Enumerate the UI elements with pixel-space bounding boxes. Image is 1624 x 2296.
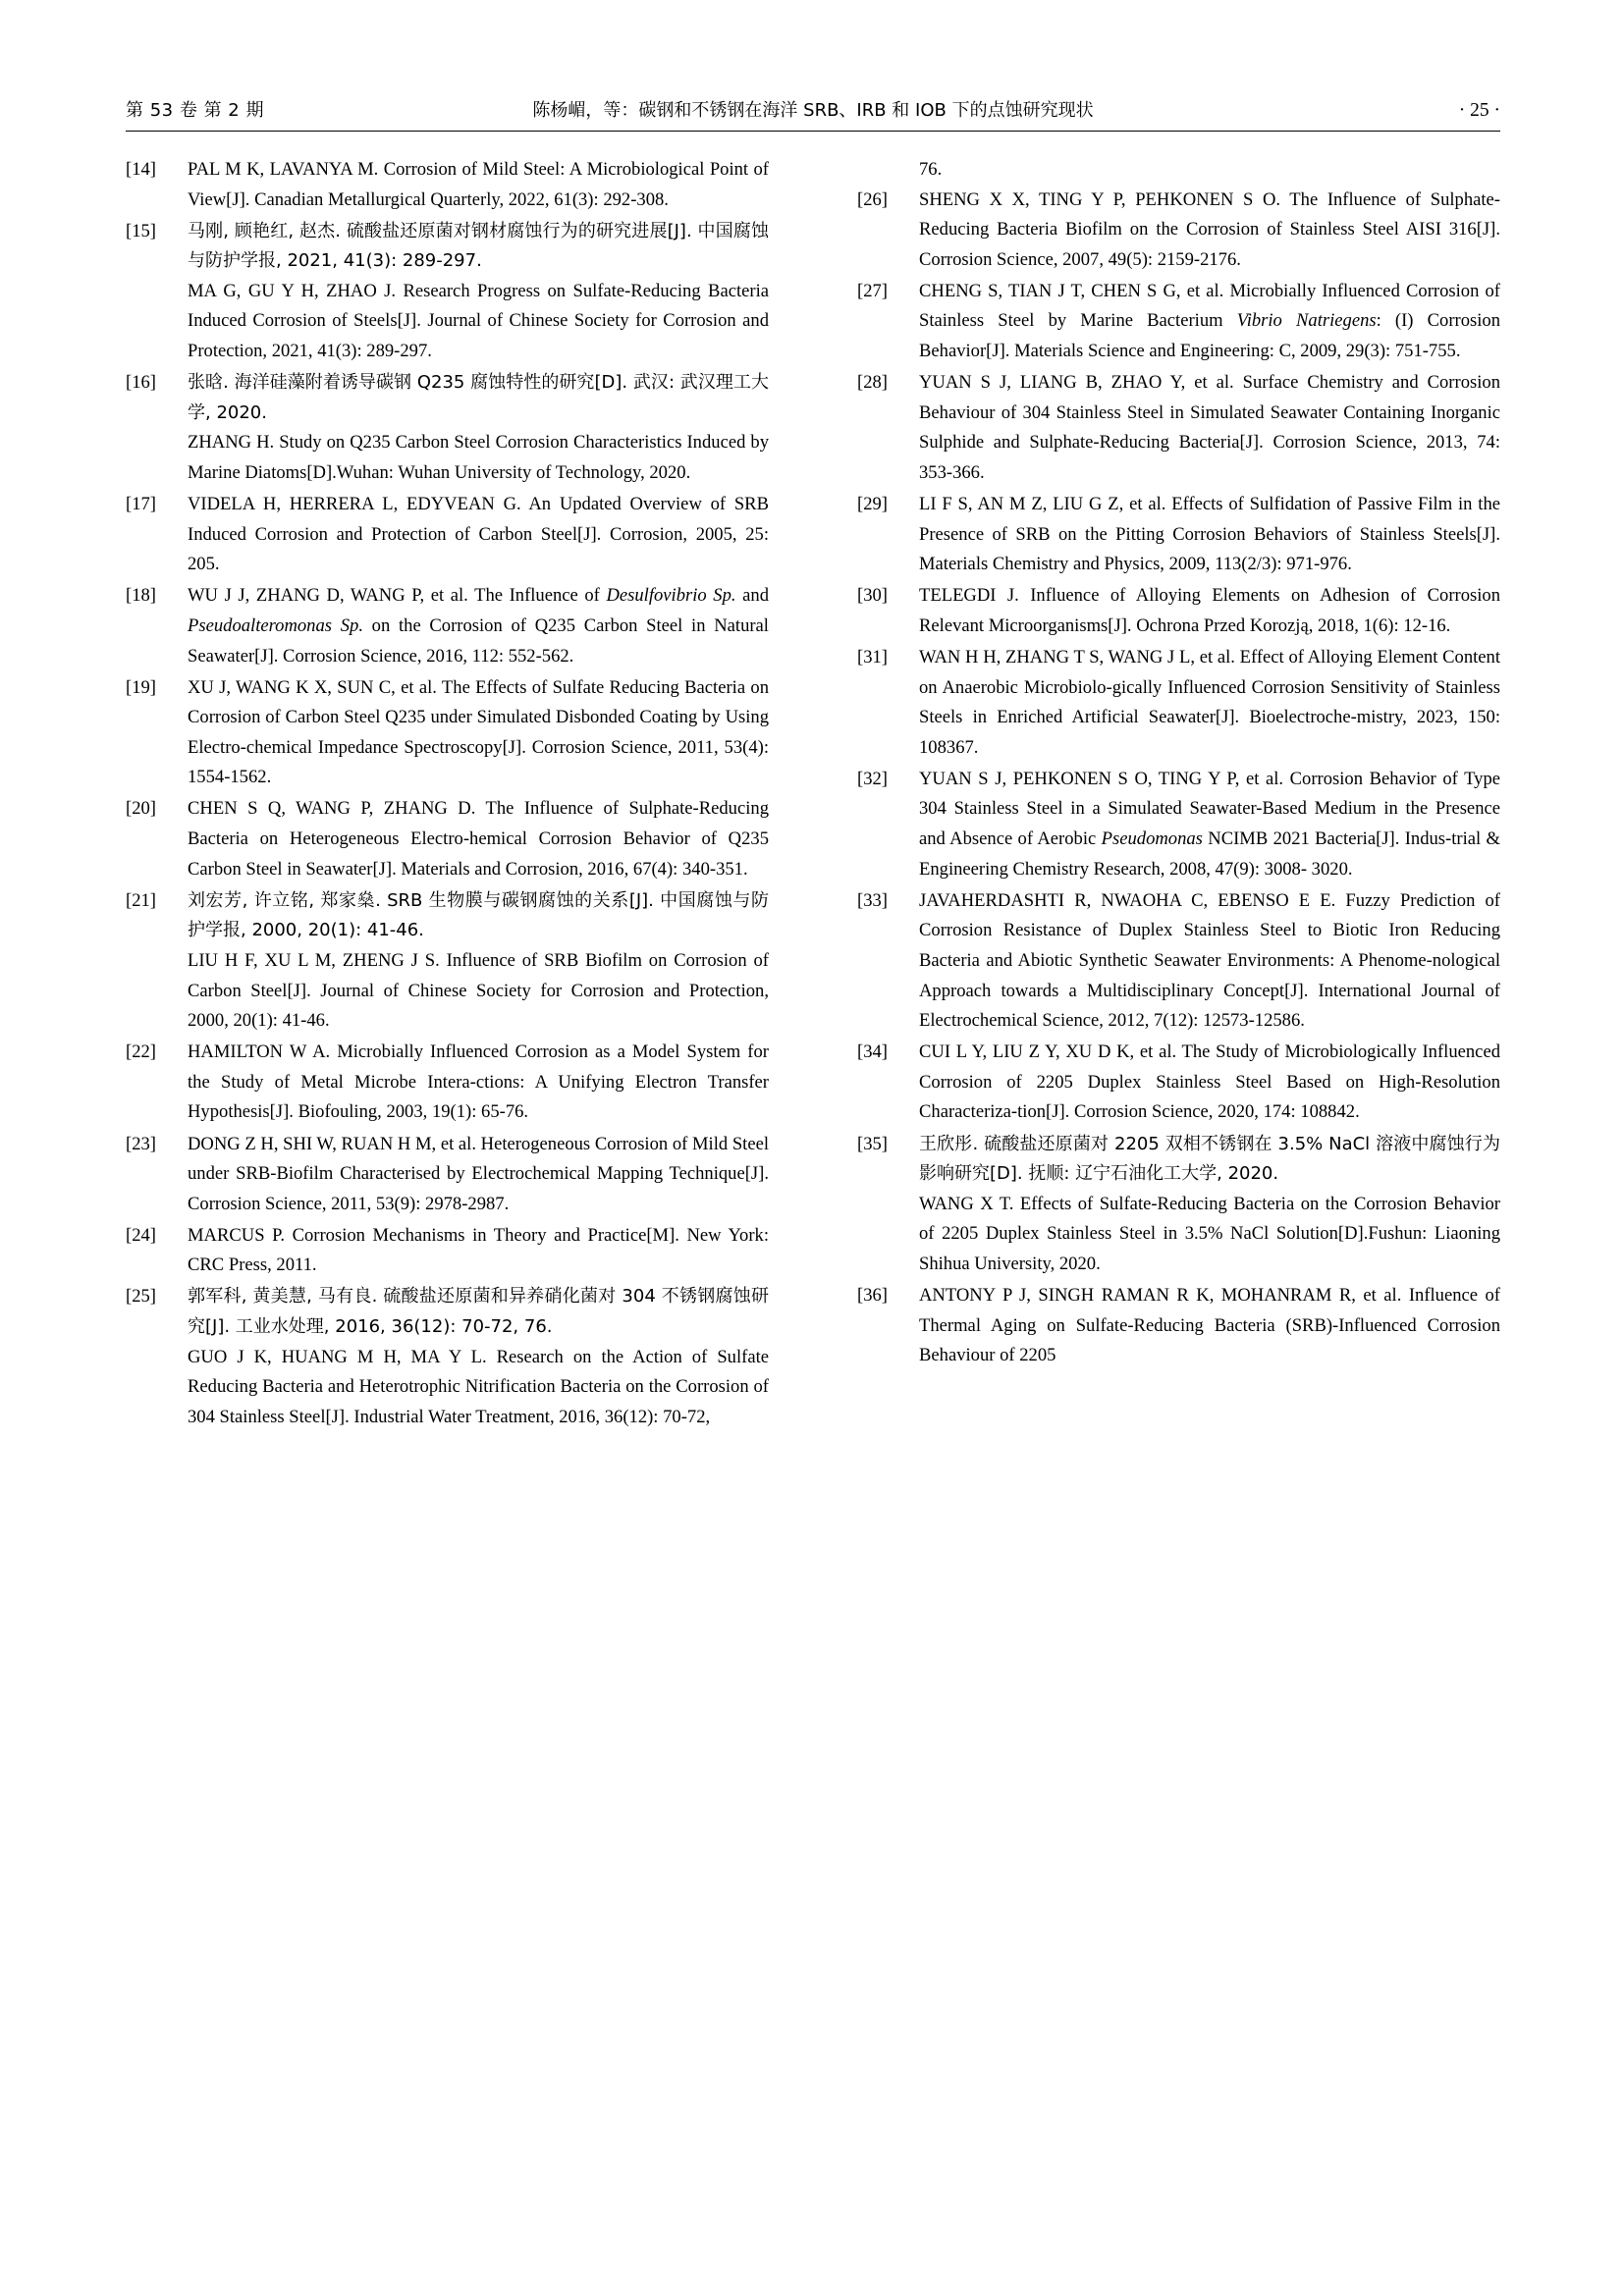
reference-text: WANG X T. Effects of Sulfate-Reducing Bacteria on the Corrosion Behavior of 2205 Duplex Stainless Steel in 3.5% NaCl Solution[D].Fushun: Liaoning Shihua University, 2020. [919, 1193, 1500, 1274]
reference-text: ANTONY P J, SINGH RAMAN R K, MOHANRAM R, et al. Influence of Thermal Aging on Sulfate-Reducing Bacteria (SRB)-Influenced Corrosion Behaviour of 2205 [919, 1284, 1500, 1366]
reference-entry [126, 886, 769, 1037]
reference-number: [18] [126, 585, 156, 607]
reference-entry [857, 1130, 1500, 1280]
reference-entry [126, 1130, 769, 1220]
reference-text: 张晗. 海洋硅藻附着诱导碳钢 Q235 腐蚀特性的研究[D]. 武汉: 武汉理工大学, 2020. [188, 372, 769, 423]
page-header [126, 94, 1500, 128]
reference-text: XU J, WANG K X, SUN C, et al. The Effects of Sulfate Reducing Bacteria on Corrosion of Carbon Steel Q235 under Simulated Disbonded Coating by Using Electro-chemical Impedance Spectroscopy[J]. Corrosion Science, 2011, 53(4): 1554-1562. [188, 676, 769, 788]
reference-entry [126, 581, 769, 671]
reference-number: [30] [857, 585, 888, 607]
reference-number: [20] [126, 798, 156, 820]
reference-number: [21] [126, 889, 156, 911]
header-volume-issue: 第 53 卷 第 2 期 [126, 100, 264, 121]
reference-text: SHENG X X, TING Y P, PEHKONEN S O. The Influence of Sulphate-Reducing Bacteria Biofilm on the Corrosion of Stainless Steel AISI 316[J]. Corrosion Science, 2007, 49(5): 2159-2176. [919, 188, 1500, 270]
header-divider [126, 131, 1500, 132]
reference-number: [34] [857, 1041, 888, 1063]
reference-number: [17] [126, 494, 156, 515]
reference-number: [31] [857, 647, 888, 667]
reference-text: CHEN S Q, WANG P, ZHANG D. The Influence of Sulphate-Reducing Bacteria on Heterogeneous Electro-hemical Corrosion Behavior of Q235 Carbon Steel in Seawater[J]. Materials and Corrosion, 2016, 67(4): 340-351. [188, 798, 769, 880]
reference-text: ZHANG H. Study on Q235 Carbon Steel Corrosion Characteristics Induced by Marine Diatoms[D].Wuhan: Wuhan University of Technology, 2020. [188, 432, 769, 483]
header-running-title: 陈杨嵋，等：碳钢和不锈钢在海洋 SRB、IRB 和 IOB 下的点蚀研究现状 [532, 100, 1094, 121]
reference-text: DONG Z H, SHI W, RUAN H M, et al. Heterogeneous Corrosion of Mild Steel under SRB-Biofilm Characterised by Electrochemical Mapping Technique[J]. Corrosion Science, 2011, 53(9): 2978-2987. [188, 1133, 769, 1214]
reference-entry [126, 1221, 769, 1281]
reference-text: YUAN S J, PEHKONEN S O, TING Y P, et al. Corrosion Behavior of Type 304 Stainless Steel in a Simulated Seawater-Based Medium in the Presence and Absence of Aerobic Pseudomonas NCIMB 2021 Bacteria[J]. Indus-trial & Engineering Chemistry Research, 2008, 47(9): 3008- 3020. [919, 768, 1500, 880]
reference-entry [857, 186, 1500, 276]
reference-text: WAN H H, ZHANG T S, WANG J L, et al. Effect of Alloying Element Content on Anaerobic Microbiolo-gically Influenced Corrosion Sensitivity of Stainless Steels in Enriched Artificial Seawater[J]. Bioelectroche-mistry, 2023, 150: 108367. [919, 647, 1500, 758]
reference-entry [126, 1282, 769, 1432]
reference-text: TELEGDI J. Influence of Alloying Elements on Adhesion of Corrosion Relevant Microorganisms[J]. Ochrona Przed Korozją, 2018, 1(6): 12-16. [919, 585, 1500, 636]
reference-entry [857, 581, 1500, 641]
reference-text: YUAN S J, LIANG B, ZHAO Y, et al. Surface Chemistry and Corrosion Behaviour of 304 Stainless Steel in Simulated Seawater Containing Inorganic Sulphide and Sulphate-Reducing Bacteria[J]. Corrosion Science, 2013, 74: 353-366. [919, 372, 1500, 483]
reference-text: CUI L Y, LIU Z Y, XU D K, et al. The Study of Microbiologically Influenced Corrosion of 2205 Duplex Stainless Steel Based on High-Resolution Characteriza-tion[J]. Corrosion Science, 2020, 174: 108842. [919, 1041, 1500, 1123]
reference-text: 马刚, 顾艳红, 赵杰. 硫酸盐还原菌对钢材腐蚀行为的研究进展[J]. 中国腐蚀与防护学报, 2021, 41(3): 289-297. [188, 220, 769, 272]
reference-entry [126, 155, 769, 215]
reference-column-left [126, 155, 769, 1434]
reference-number: [33] [857, 889, 888, 911]
header-page-number: · 25 · [1458, 100, 1500, 121]
reference-number: [15] [126, 220, 156, 241]
reference-entry [126, 673, 769, 793]
reference-text: WU J J, ZHANG D, WANG P, et al. The Influence of Desulfovibrio Sp. and Pseudoalteromonas Sp. on the Corrosion of Q235 Carbon Steel in Natural Seawater[J]. Corrosion Science, 2016, 112: 552-562. [188, 585, 769, 667]
reference-entry [126, 1038, 769, 1128]
reference-number: [28] [857, 372, 888, 394]
reference-number: [24] [126, 1224, 156, 1246]
reference-number: [32] [857, 768, 888, 789]
reference-entry [126, 217, 769, 367]
reference-number: [22] [126, 1041, 156, 1063]
reference-text: 王欣彤. 硫酸盐还原菌对 2205 双相不锈钢在 3.5% NaCl 溶液中腐蚀行为影响研究[D]. 抚顺: 辽宁石油化工大学, 2020. [919, 1133, 1500, 1185]
reference-columns [126, 155, 1500, 2216]
reference-number: [29] [857, 494, 888, 515]
reference-number: [14] [126, 159, 156, 180]
reference-number: [23] [126, 1133, 156, 1154]
reference-text: HAMILTON W A. Microbially Influenced Corrosion as a Model System for the Study of Metal Microbe Intera-ctions: A Unifying Electron Transfer Hypothesis[J]. Biofouling, 2003, 19(1): 65-76. [188, 1041, 769, 1123]
reference-text: VIDELA H, HERRERA L, EDYVEAN G. An Updated Overview of SRB Induced Corrosion and Protection of Carbon Steel[J]. Corrosion, 2005, 25: 205. [188, 494, 769, 575]
reference-entry [857, 643, 1500, 763]
reference-text: LI F S, AN M Z, LIU G Z, et al. Effects of Sulfidation of Passive Film in the Presence of SRB on the Pitting Corrosion Behaviors of Stainless Steels[J]. Materials Chemistry and Physics, 2009, 113(2/3): 971-976. [919, 494, 1500, 575]
reference-text: JAVAHERDASHTI R, NWAOHA C, EBENSO E E. Fuzzy Prediction of Corrosion Resistance of Duplex Stainless Steel to Biotic Iron Reducing Bacteria and Abiotic Synthetic Seawater Environments: A Phenome-nological Approach towards a Multidisciplinary Concept[J]. International Journal of Electrochemical Science, 2012, 7(12): 12573-12586. [919, 889, 1500, 1032]
reference-entry [857, 765, 1500, 884]
reference-text: PAL M K, LAVANYA M. Corrosion of Mild Steel: A Microbiological Point of View[J]. Canadian Metallurgical Quarterly, 2022, 61(3): 292-308. [188, 159, 769, 210]
reference-entry [126, 490, 769, 580]
reference-number: [19] [126, 676, 156, 698]
reference-text: MA G, GU Y H, ZHAO J. Research Progress on Sulfate-Reducing Bacteria Induced Corrosion of Steels[J]. Journal of Chinese Society for Corrosion and Protection, 2021, 41(3): 289-297. [188, 280, 769, 362]
reference-text: CHENG S, TIAN J T, CHEN S G, et al. Microbially Influenced Corrosion of Stainless Steel by Marine Bacterium Vibrio Natriegens: (I) Corrosion Behavior[J]. Materials Science and Engineering: C, 2009, 29(3): 751-755. [919, 280, 1501, 362]
reference-entry [126, 794, 769, 884]
reference-entry [857, 886, 1500, 1037]
reference-text: GUO J K, HUANG M H, MA Y L. Research on the Action of Sulfate Reducing Bacteria and Heterotrophic Nitrification Bacteria on the Corrosion of 304 Stainless Steel[J]. Industrial Water Treatment, 2016, 36(12): 70-72, [188, 1346, 769, 1427]
reference-text: LIU H F, XU L M, ZHENG J S. Influence of SRB Biofilm on Corrosion of Carbon Steel[J]. Journal of Chinese Society for Corrosion and Protection, 2000, 20(1): 41-46. [188, 949, 769, 1032]
reference-text: 刘宏芳, 许立铭, 郑家燊. SRB 生物膜与碳钢腐蚀的关系[J]. 中国腐蚀与防护学报, 2000, 20(1): 41-46. [188, 889, 769, 941]
reference-text: 郭军科, 黄美慧, 马有良. 硫酸盐还原菌和异养硝化菌对 304 不锈钢腐蚀研究[J]. 工业水处理, 2016, 36(12): 70-72, 76. [188, 1286, 769, 1338]
reference-entry [126, 368, 769, 488]
reference-number: [26] [857, 188, 888, 210]
reference-column-right [857, 155, 1500, 1372]
reference-entry [857, 1038, 1500, 1128]
reference-entry [857, 368, 1500, 488]
reference-continuation: 76. [919, 159, 943, 180]
reference-number: [25] [126, 1286, 156, 1308]
reference-text: MARCUS P. Corrosion Mechanisms in Theory and Practice[M]. New York: CRC Press, 2011. [188, 1224, 769, 1276]
reference-entry [857, 277, 1500, 367]
reference-entry [857, 490, 1500, 580]
reference-number: [27] [857, 280, 888, 301]
reference-number: [36] [857, 1284, 888, 1306]
reference-number: [16] [126, 372, 156, 394]
reference-entry [857, 1281, 1500, 1371]
reference-number: [35] [857, 1133, 888, 1154]
